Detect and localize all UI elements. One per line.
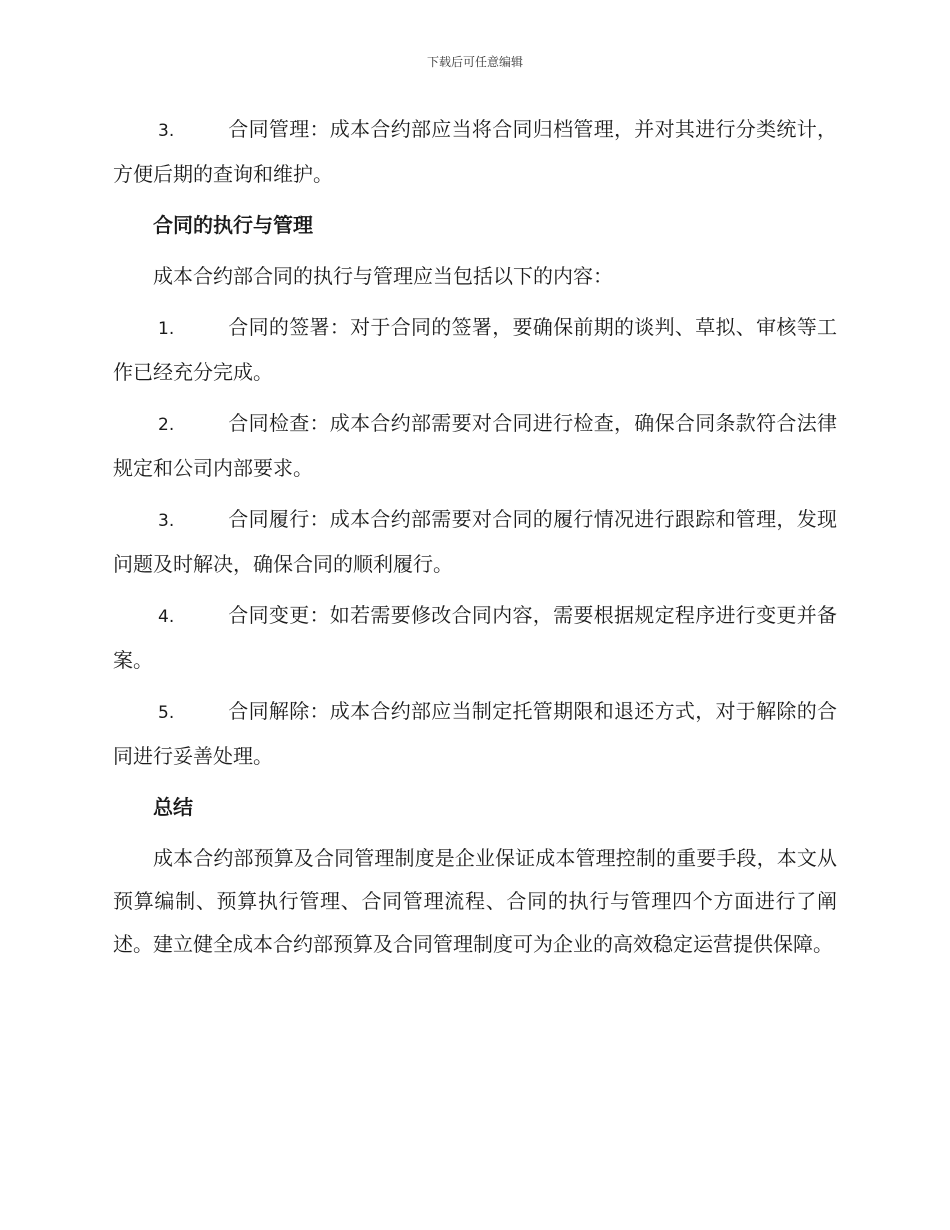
list-item-text: 合同检查：成本合约部需要对合同进行检查，确保合同条款符合法律规定和公司内部要求。 — [113, 411, 837, 480]
list-item-number: 5. — [158, 703, 175, 723]
list-item-inspection — [113, 402, 837, 490]
list-item-change — [113, 594, 837, 682]
list-item-text: 合同管理：成本合约部应当将合同归档管理，并对其进行分类统计，方便后期的查询和维护。 — [113, 117, 837, 186]
page-header: 下载后可任意编辑 — [426, 55, 523, 69]
list-item-text: 合同的签署：对于合同的签署，要确保前期的谈判、草拟、审核等工作已经充分完成。 — [113, 315, 837, 384]
list-item-number: 3. — [158, 511, 175, 531]
list-item-number: 3. — [158, 121, 175, 141]
list-item-text: 合同解除：成本合约部应当制定托管期限和退还方式，对于解除的合同进行妥善处理。 — [113, 699, 837, 768]
list-item-performance — [113, 498, 837, 586]
list-item-contract-management — [113, 108, 837, 196]
list-item-number: 2. — [158, 415, 175, 435]
list-item-termination — [113, 690, 837, 778]
summary-paragraph: 成本合约部预算及合同管理制度是企业保证成本管理控制的重要手段，本文从预算编制、预算执行管理、合同管理流程、合同的执行与管理四个方面进行了阐述。建立健全成本合约部预算及合同管理制度可为企业的高效稳定运营提供保障。 — [113, 846, 837, 956]
list-item-signing — [113, 306, 837, 394]
list-item-text: 合同履行：成本合约部需要对合同的履行情况进行跟踪和管理，发现问题及时解决，确保合同的顺利履行。 — [113, 507, 837, 576]
section-intro-execution: 成本合约部合同的执行与管理应当包括以下的内容： — [153, 264, 613, 288]
section-heading-execution: 合同的执行与管理 — [153, 213, 313, 237]
list-item-number: 1. — [158, 319, 175, 339]
list-item-text: 合同变更：如若需要修改合同内容，需要根据规定程序进行变更并备案。 — [113, 603, 837, 672]
section-heading-summary: 总结 — [153, 795, 193, 819]
document-body — [113, 108, 837, 974]
list-item-number: 4. — [158, 607, 175, 627]
